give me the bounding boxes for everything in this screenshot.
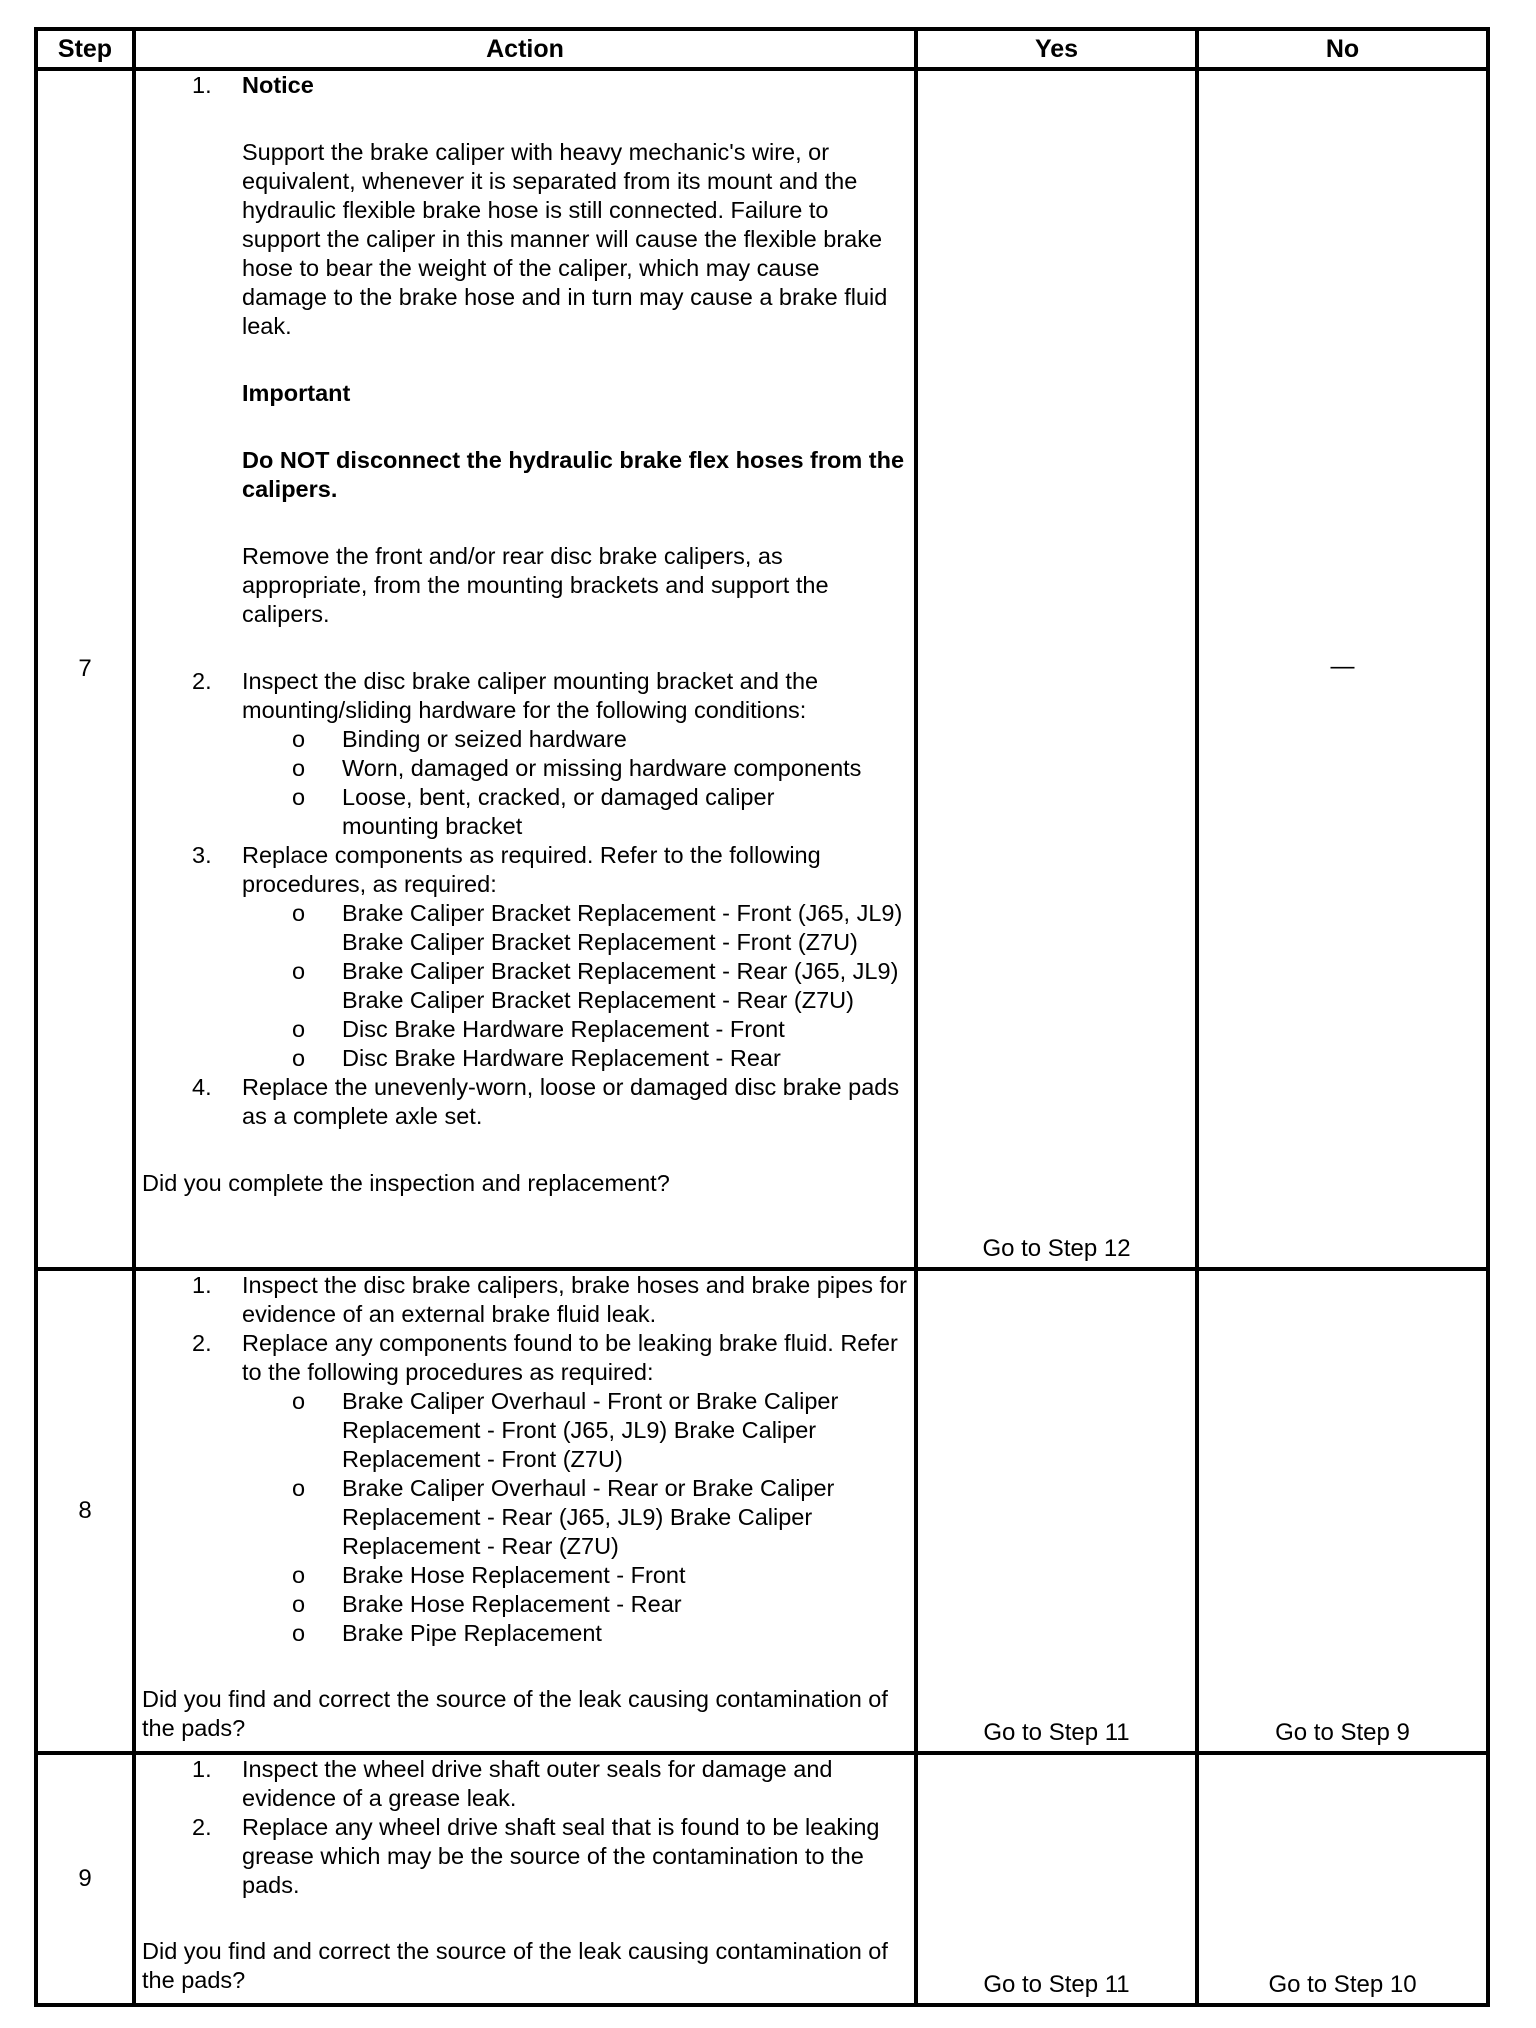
question-text: Did you find and correct the source of the leak causing contamination of the pads?: [142, 1686, 888, 1741]
bullet: o: [292, 1388, 306, 1414]
list-item: [142, 1813, 908, 1900]
action-cell: [134, 1269, 916, 1753]
item-number: 2.: [192, 1330, 212, 1356]
yes-cell: Go to Step 11: [916, 1269, 1197, 1753]
no-cell: Go to Step 10: [1197, 1753, 1488, 2005]
item-number: 4.: [192, 1074, 212, 1100]
sub-item-text: Brake Caliper Overhaul - Rear or Brake Caliper Replacement - Rear (J65, JL9) Brake Caliper Replacement - Rear (Z7U): [342, 1475, 835, 1559]
sub-list: [142, 899, 908, 1073]
item-number: 3.: [192, 842, 212, 868]
bullet: o: [292, 1045, 306, 1071]
sub-item-text: Brake Caliper Bracket Replacement - Front (J65, JL9) Brake Caliper Bracket Replacement - Front (Z7U): [342, 900, 903, 955]
notice-text: Support the brake caliper with heavy mechanic's wire, or equivalent, whenever it is separated from its mount and the hydraulic flexible brake hose is still connected. Failure to support the caliper in this manner will cause the flexible brake hose to bear the weight of the caliper, which may cause damage to the brake hose and in turn may cause a brake fluid leak.: [242, 139, 888, 339]
bullet: o: [292, 1562, 306, 1588]
header-row: [36, 29, 1488, 69]
bullet: o: [292, 900, 306, 926]
question-text: Did you complete the inspection and replacement?: [142, 1170, 670, 1196]
bullet: o: [292, 1475, 306, 1501]
sub-item-text: Brake Hose Replacement - Rear: [342, 1591, 682, 1617]
item-text: Inspect the disc brake caliper mounting bracket and the mounting/sliding hardware for the following conditions:: [242, 668, 819, 723]
item-text: Replace components as required. Refer to the following procedures, as required:: [242, 842, 821, 897]
yes-cell: Go to Step 11: [916, 1753, 1197, 2005]
item-text: Inspect the disc brake calipers, brake hoses and brake pipes for evidence of an external brake fluid leak.: [242, 1272, 907, 1327]
sub-item-text: Binding or seized hardware: [342, 726, 627, 752]
step-row-9: [36, 1753, 1488, 2005]
sub-item-text: Brake Caliper Bracket Replacement - Rear (J65, JL9) Brake Caliper Bracket Replacement - Rear (Z7U): [342, 958, 899, 1013]
bullet: o: [292, 1591, 306, 1617]
list-item: [142, 1329, 908, 1648]
numbered-list: [142, 1755, 908, 1900]
item-text: Replace any wheel drive shaft seal that is found to be leaking grease which may be the source of the contamination to the pads.: [242, 1814, 880, 1898]
item-text: Inspect the wheel drive shaft outer seals for damage and evidence of a grease leak.: [242, 1756, 833, 1811]
bullet: o: [292, 726, 306, 752]
notice-title: Notice: [242, 72, 314, 98]
header-action: Action: [134, 29, 916, 69]
item-text: Replace the unevenly-worn, loose or damaged disc brake pads as a complete axle set.: [242, 1074, 900, 1129]
list-item: [142, 667, 908, 841]
item-text: Remove the front and/or rear disc brake calipers, as appropriate, from the mounting brackets and support the calipers.: [242, 543, 829, 627]
no-cell: —: [1197, 69, 1488, 1269]
sub-list: [142, 1387, 908, 1648]
list-item: [142, 1073, 908, 1131]
bullet: o: [292, 755, 306, 781]
question-text: Did you find and correct the source of the leak causing contamination of the pads?: [142, 1938, 888, 1993]
sub-list-item: [142, 1561, 908, 1590]
step-number: 8: [36, 1269, 134, 1753]
sub-item-text: Loose, bent, cracked, or damaged caliper mounting bracket: [342, 784, 775, 839]
yes-cell: Go to Step 12: [916, 69, 1197, 1269]
action-cell: [134, 69, 916, 1269]
sub-list-item: [142, 1619, 908, 1648]
list-item: [142, 1755, 908, 1813]
item-number: 1.: [192, 72, 212, 98]
important-text: Do NOT disconnect the hydraulic brake flex hoses from the calipers.: [242, 447, 905, 502]
sub-list: [142, 725, 908, 841]
list-item: [142, 71, 908, 667]
item-number: 2.: [192, 1814, 212, 1840]
important-title: Important: [242, 380, 351, 406]
sub-item-text: Brake Caliper Overhaul - Front or Brake Caliper Replacement - Front (J65, JL9) Brake Caliper Replacement - Front (Z7U): [342, 1388, 839, 1472]
item-number: 1.: [192, 1756, 212, 1782]
item-number: 1.: [192, 1272, 212, 1298]
bullet: o: [292, 1016, 306, 1042]
sub-list-item: [142, 1474, 908, 1561]
header-no: No: [1197, 29, 1488, 69]
sub-item-text: Disc Brake Hardware Replacement - Rear: [342, 1045, 781, 1071]
diagnostic-steps-table: [34, 27, 1490, 2007]
numbered-list: [142, 1271, 908, 1648]
sub-item-text: Disc Brake Hardware Replacement - Front: [342, 1016, 785, 1042]
sub-list-item: [142, 725, 908, 754]
sub-item-text: Brake Hose Replacement - Front: [342, 1562, 686, 1588]
sub-list-item: [142, 957, 908, 1015]
sub-list-item: [142, 754, 908, 783]
sub-list-item: [142, 783, 908, 841]
sub-item-text: Brake Pipe Replacement: [342, 1620, 602, 1646]
sub-list-item: [142, 1015, 908, 1044]
item-text: Replace any components found to be leaking brake fluid. Refer to the following procedures as required:: [242, 1330, 898, 1385]
list-item: [142, 841, 908, 1073]
item-number: 2.: [192, 668, 212, 694]
header-step: Step: [36, 29, 134, 69]
step-number: 9: [36, 1753, 134, 2005]
header-yes: Yes: [916, 29, 1197, 69]
bullet: o: [292, 958, 306, 984]
list-item: [142, 1271, 908, 1329]
sub-list-item: [142, 899, 908, 957]
numbered-list: [142, 71, 908, 1131]
no-cell: Go to Step 9: [1197, 1269, 1488, 1753]
sub-list-item: [142, 1590, 908, 1619]
action-cell: [134, 1753, 916, 2005]
bullet: o: [292, 784, 306, 810]
bullet: o: [292, 1620, 306, 1646]
step-row-7: [36, 69, 1488, 1269]
sub-list-item: [142, 1044, 908, 1073]
sub-list-item: [142, 1387, 908, 1474]
step-number: 7: [36, 69, 134, 1269]
sub-item-text: Worn, damaged or missing hardware components: [342, 755, 862, 781]
step-row-8: [36, 1269, 1488, 1753]
